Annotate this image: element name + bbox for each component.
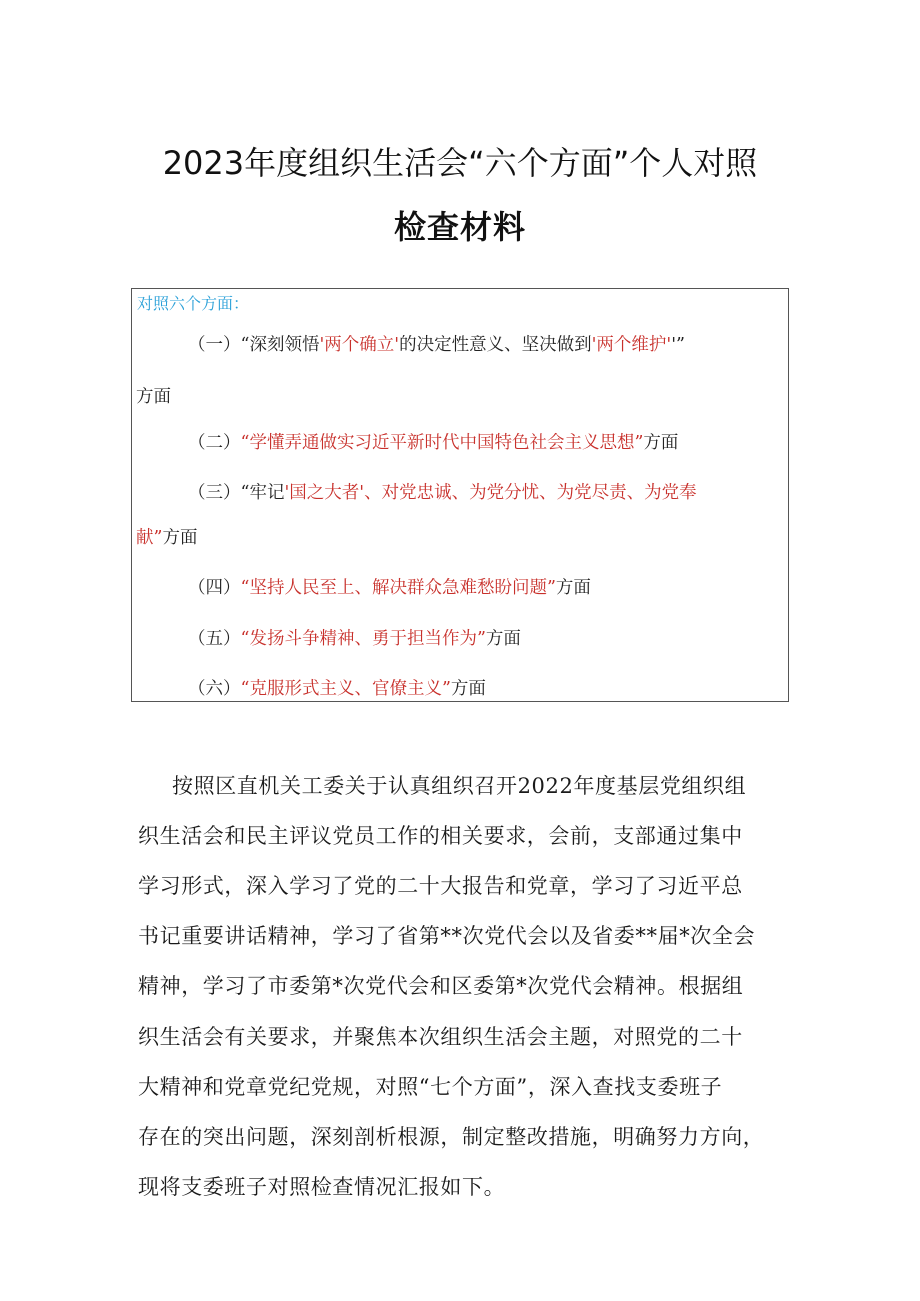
aspect-4-tail: 方面 bbox=[555, 578, 591, 598]
aspect-item-1 bbox=[188, 331, 685, 356]
aspect-5-tail: 方面 bbox=[485, 629, 521, 649]
paragraph-line-7: 大精神和党章党纪党规，对照“七个方面”，深入查找支委班子 bbox=[138, 1075, 723, 1099]
aspect-6-number: （六） bbox=[188, 679, 241, 699]
aspect-item-4 bbox=[188, 574, 591, 599]
aspect-2-red-text: “学懂弄通做实习近平新时代中国特色社会主义思想” bbox=[240, 433, 644, 453]
aspect-2-number: （二） bbox=[188, 433, 241, 453]
aspect-3-cont-red: 献” bbox=[136, 528, 163, 548]
aspect-item-5 bbox=[188, 625, 521, 650]
aspect-4-red-text: “坚持人民至上、解决群众急难愁盼问题” bbox=[240, 578, 556, 598]
document-title-line-1: 2023年度组织生活会“六个方面”个人对照 bbox=[162, 144, 758, 182]
aspect-5-red-text: “发扬斗争精神、勇于担当作为” bbox=[240, 629, 486, 649]
paragraph-line-5: 精神，学习了市委第*次党代会和区委第*次党代会精神。根据组 bbox=[138, 974, 744, 998]
aspect-item-6 bbox=[188, 675, 486, 700]
aspect-1-open-quote: “深刻领悟 bbox=[240, 335, 320, 355]
paragraph-line-6: 织生活会有关要求，并聚焦本次组织生活会主题，对照党的二十 bbox=[138, 1025, 743, 1049]
aspect-5-number: （五） bbox=[188, 629, 241, 649]
paragraph-line-8: 存在的突出问题，深刻剖析根源，制定整改措施，明确努力方向， bbox=[138, 1125, 765, 1149]
aspect-4-number: （四） bbox=[188, 578, 241, 598]
aspect-1-number: （一） bbox=[188, 335, 241, 355]
aspect-1-continuation: 方面 bbox=[136, 387, 171, 407]
aspect-1-red-phrase-1: '两个确立' bbox=[319, 335, 400, 355]
document-title-line-2: 检查材料 bbox=[393, 208, 526, 246]
box-label: 对照六个方面： bbox=[137, 294, 250, 313]
aspect-3-cont-tail: 方面 bbox=[162, 528, 198, 548]
aspect-6-tail: 方面 bbox=[450, 679, 486, 699]
aspect-item-3 bbox=[188, 479, 697, 504]
paragraph-line-9: 现将支委班子对照检查情况汇报如下。 bbox=[138, 1175, 506, 1199]
paragraph-line-4: 书记重要讲话精神，学习了省第**次党代会以及省委**届*次全会 bbox=[138, 924, 756, 948]
aspect-3-open: “牢记 bbox=[240, 483, 285, 503]
aspect-3-continuation bbox=[136, 524, 197, 549]
aspect-2-tail: 方面 bbox=[643, 433, 679, 453]
six-aspects-box bbox=[131, 288, 789, 702]
aspect-1-close-quote: '” bbox=[671, 335, 685, 355]
aspect-1-middle: 的决定性意义、坚决做到 bbox=[399, 335, 592, 355]
aspect-3-red-text: '国之大者'、对党忠诚、为党分忧、为党尽责、为党奉 bbox=[284, 483, 697, 503]
aspect-3-number: （三） bbox=[188, 483, 241, 503]
paragraph-line-1: 按照区直机关工委关于认真组织召开2022年度基层党组织组 bbox=[172, 774, 747, 798]
paragraph-line-2: 织生活会和民主评议党员工作的相关要求，会前，支部通过集中 bbox=[138, 824, 743, 848]
aspect-1-red-phrase-2: '两个维护' bbox=[591, 335, 672, 355]
aspect-item-2 bbox=[188, 429, 678, 454]
paragraph-line-3: 学习形式，深入学习了党的二十大报告和党章，学习了习近平总 bbox=[138, 874, 743, 898]
aspect-6-red-text: “克服形式主义、官僚主义” bbox=[240, 679, 451, 699]
